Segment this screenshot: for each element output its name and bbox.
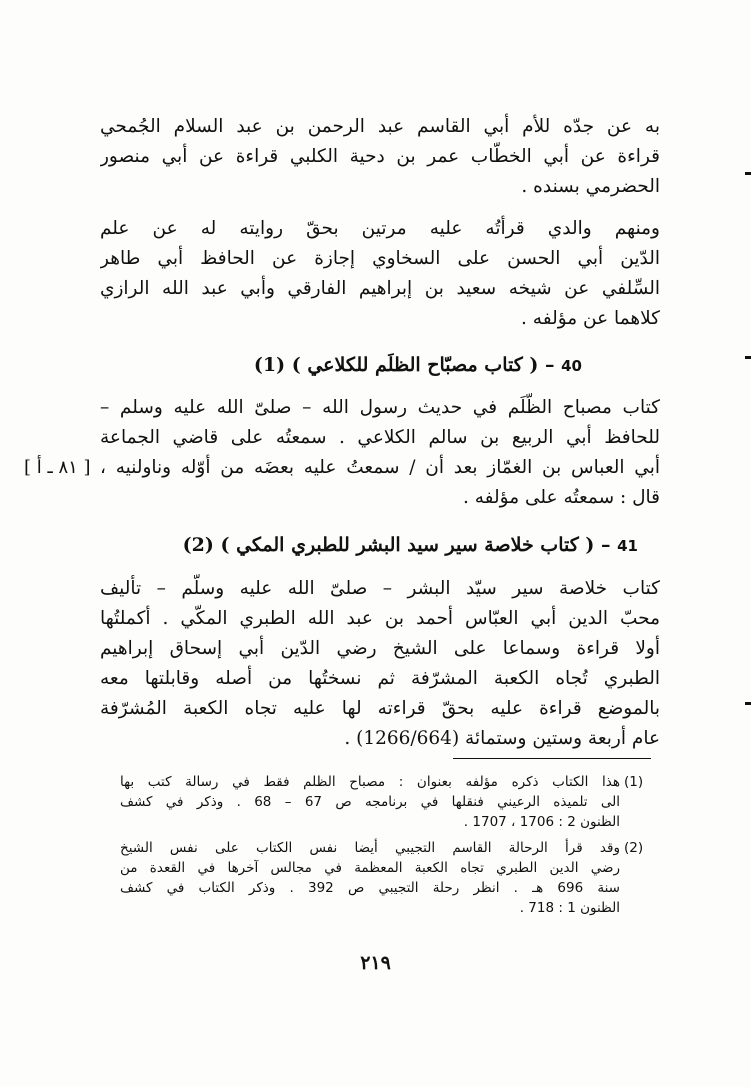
text-line: قراءة عن أبي الخطّاب عمر بن دحية الكلبي قراءة عن أبي منصور	[100, 146, 660, 167]
text-line: محبّ الدين أبي العبّاس أحمد بن عبد الله الطبري المكّي . أكملتُها	[100, 608, 660, 629]
footnote-marker: (1)	[624, 774, 644, 790]
text-line: الدّين أبي الحسن على السخاوي إجازة عن الحافظ أبي طاهر	[100, 248, 660, 269]
footnote-line: هذا الكتاب ذكره مؤلفه بعنوان : مصباح الظلم فقط في رسالة كتب بها	[120, 774, 620, 790]
footnote-line: وقد قرأ الرحالة القاسم التجيبي أيضا نفس الكتاب على نفس الشيخ	[120, 840, 620, 856]
text-line: الحضرمي بسنده .	[521, 176, 660, 197]
text-line: بالموضع قراءة عليه بحقّ قراءته لها عليه تجاه الكعبة المُشرّفة	[100, 698, 660, 719]
text-line: كلاهما عن مؤلفه .	[521, 308, 660, 329]
text-line: الطبري تُجاه الكعبة المشرّفة ثم نسختُها من أصله وقابلتها معه	[100, 668, 660, 689]
manuscript-folio-reference: [ ٨١ ـ أ ]	[24, 457, 91, 478]
text-line: قال : سمعتُه على مؤلفه .	[462, 487, 660, 508]
heading-dash: –	[545, 354, 555, 376]
page-number: ٢١٩	[360, 952, 391, 974]
text-line: أبي العباس بن الغمّاز بعد أن / سمعتُ عليه بعضَه من أوّله وناولنيه ،	[100, 457, 660, 478]
footnote-line: الظنون 1 : 718 .	[519, 900, 620, 916]
scan-edge-mark	[745, 702, 751, 705]
scan-edge-mark	[745, 172, 751, 175]
text-line: به عن جدّه للأم أبي القاسم عبد الرحمن بن عبد السلام الجُمحي	[100, 116, 660, 137]
text-line: كتاب خلاصة سير سيّد البشر – صلىّ الله عليه وسلّم – تأليف	[100, 578, 660, 599]
text-line: عام أربعة وستين وستمائة (1266/664) .	[344, 728, 660, 749]
footnote-line: سنة 696 هـ . انظر رحلة التجيبي ص 392 . وذكر الكتاب في كشف	[120, 880, 620, 896]
footnote-line: الى تلميذه الرعيني فنقلها في برنامجه ص 67 – 68 . وذكر في كشف	[120, 794, 620, 810]
heading-title: ( كتاب مصبّاح الظلَم للكلاعي ) (1)	[253, 354, 539, 376]
scan-edge-mark	[745, 356, 751, 359]
footnote-divider	[453, 758, 651, 759]
text-line: للحافظ أبي الربيع بن سالم الكلاعي . سمعتُه على قاضي الجماعة	[100, 427, 660, 448]
text-line: السِّلفي عن شيخه سعيد بن إبراهيم الفارقي وأبي عبد الله الرازي	[100, 278, 660, 299]
heading-number: 41	[617, 537, 638, 555]
footnote-marker: (2)	[624, 840, 644, 856]
heading-number: 40	[561, 357, 582, 375]
section-heading-41	[148, 530, 638, 560]
heading-title: ( كتاب خلاصة سير سيد البشر للطبري المكي ) (2)	[182, 534, 595, 556]
text-line: ومنهم والدي قرأتُه عليه مرتين بحقّ روايته له عن علم	[100, 218, 660, 239]
section-heading-40	[222, 350, 582, 380]
text-line: كتاب مصباح الظُّلَم في حديث رسول الله – صلىّ الله عليه وسلم –	[100, 397, 660, 418]
footnote-line: رضي الدين الطبري تجاه الكعبة المعظمة في مجالس آخرها في القعدة من	[120, 860, 620, 876]
heading-dash: –	[601, 534, 611, 556]
text-line: أولا قراءة وسماعا على الشيخ رضي الدّين أبي إسحاق إبراهيم	[100, 638, 660, 659]
footnote-line: الظنون 2 : 1706 ، 1707 .	[463, 814, 620, 830]
